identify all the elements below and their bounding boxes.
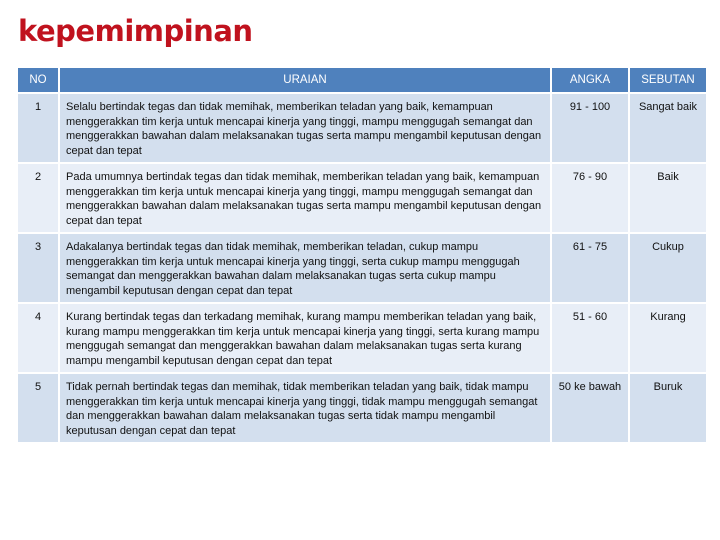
cell-angka: 76 - 90 [552,164,630,232]
header-uraian: URAIAN [60,68,552,92]
table-row [18,304,706,372]
header-angka: ANGKA [552,68,630,92]
table-row [18,94,706,162]
cell-sebutan: Kurang [630,304,706,372]
leadership-table [18,66,706,444]
header-sebutan: SEBUTAN [630,68,706,92]
page-title: kepemimpinan [18,14,253,48]
cell-no: 1 [18,94,60,162]
cell-uraian: Pada umumnya bertindak tegas dan tidak memihak, memberikan teladan yang baik, kemampuan menggerakkan tim kerja untuk mencapai kinerja yang tinggi, mampu menggugah semangat dan menggerakkan bawahan dalam melaksanakan tugas serta mampu mengambil keputusan dengan cepat dan tepat [60,164,552,232]
cell-no: 4 [18,304,60,372]
header-no: NO [18,68,60,92]
cell-sebutan: Sangat baik [630,94,706,162]
cell-sebutan: Cukup [630,234,706,302]
cell-angka: 91 - 100 [552,94,630,162]
cell-sebutan: Buruk [630,374,706,442]
table-row [18,234,706,302]
cell-no: 3 [18,234,60,302]
cell-uraian: Adakalanya bertindak tegas dan tidak memihak, memberikan teladan, cukup mampu menggerakkan tim kerja untuk mencapai kinerja yang tinggi, serta cukup mampu menggugah semangat dan menggerakkan bawahan dalam melaksanakan tugas serta cukup mampu mengambil keputusan dengan cepat dan tepat [60,234,552,302]
table-row [18,374,706,442]
cell-uraian: Kurang bertindak tegas dan terkadang memihak, kurang mampu memberikan teladan yang baik, kurang mampu menggerakkan tim kerja untuk mencapai kinerja yang tinggi, serta kurang mampu menggugah semangat dan menggerakkan bawahan dalam melaksanakan tugas serta kurang mampu mengambil keputusan dengan cepat dan tepat [60,304,552,372]
cell-no: 5 [18,374,60,442]
cell-uraian: Selalu bertindak tegas dan tidak memihak, memberikan teladan yang baik, kemampuan menggerakkan tim kerja untuk mencapai kinerja yang tinggi, mampu menggugah semangat dan menggerakkan bawahan dalam melaksanakan tugas serta mampu mengambil keputusan dengan cepat dan tepat [60,94,552,162]
table-header-row [18,68,706,92]
cell-sebutan: Baik [630,164,706,232]
cell-no: 2 [18,164,60,232]
cell-angka: 51 - 60 [552,304,630,372]
cell-uraian: Tidak pernah bertindak tegas dan memihak, tidak memberikan teladan yang baik, tidak mampu menggerakkan tim kerja untuk mencapai kinerja yang tinggi, tidak mampu menggugah semangat dan menggerakkan bawahan dalam melaksanakan tugas serta tidak mampu mengambil keputusan dengan cepat dan tepat [60,374,552,442]
cell-angka: 50 ke bawah [552,374,630,442]
cell-angka: 61 - 75 [552,234,630,302]
table-row [18,164,706,232]
